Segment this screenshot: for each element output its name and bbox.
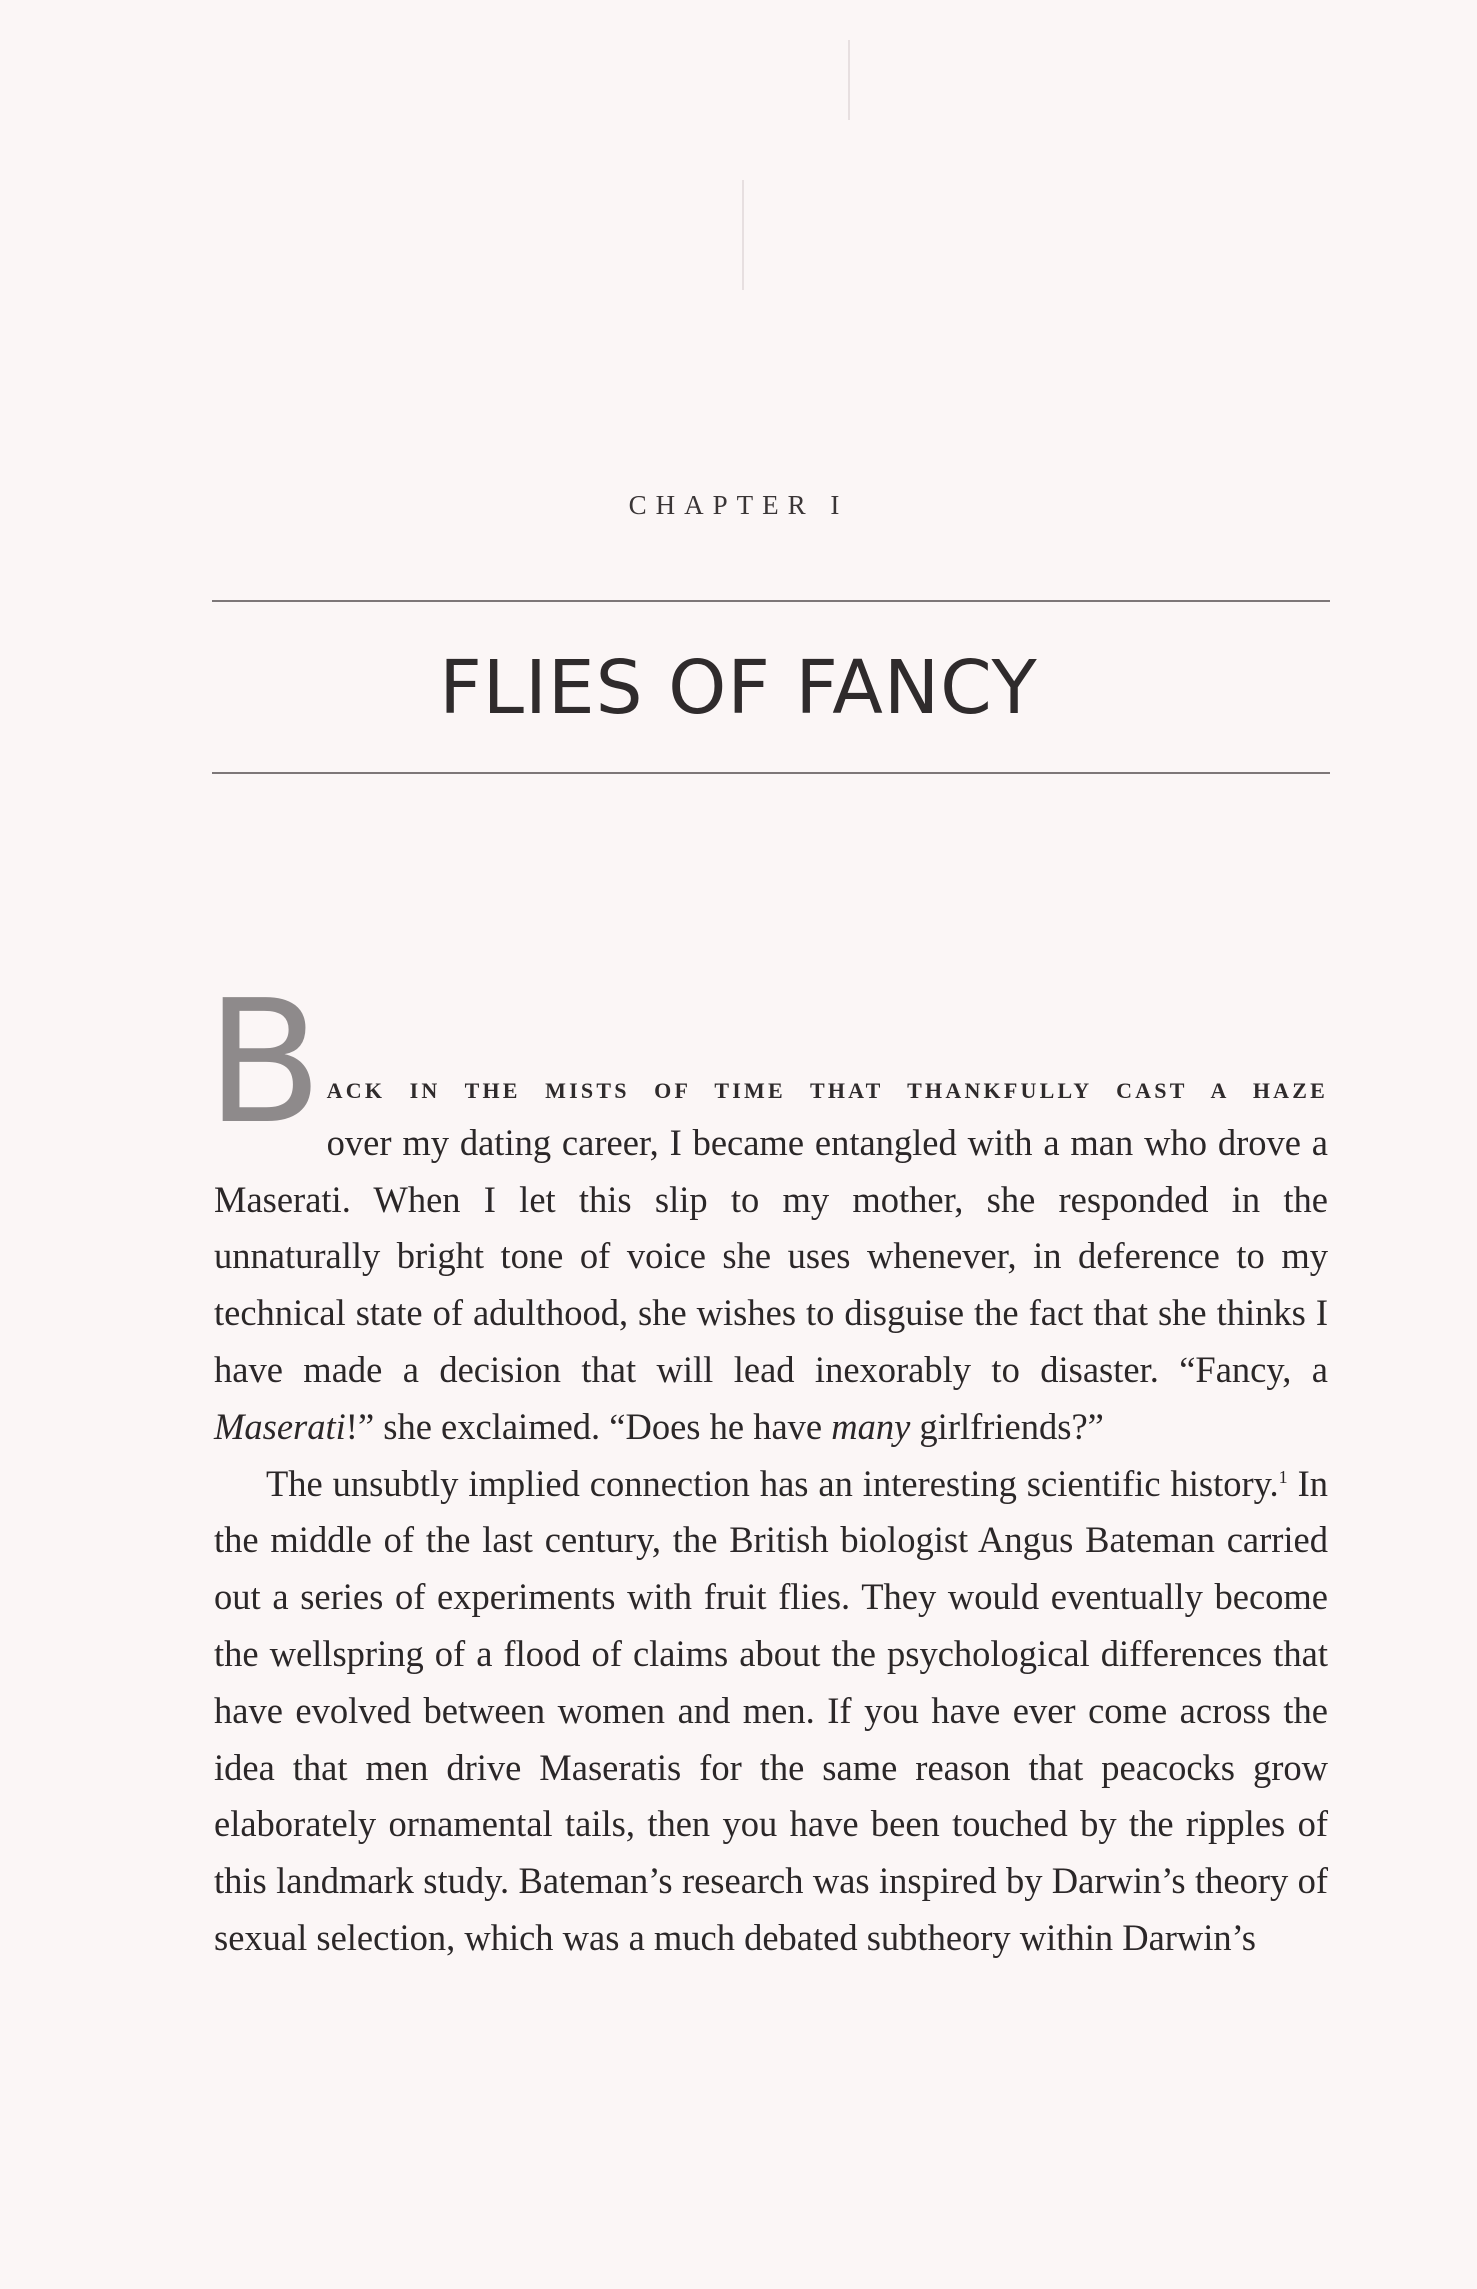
opening-line	[214, 996, 1328, 1115]
title-rule-top	[212, 600, 1330, 602]
opening-smallcaps: ACK IN THE MISTS OF TIME THAT THANKFULLY CAST A HAZE	[326, 1078, 1328, 1103]
paragraph-1-italic-a: Maserati	[214, 1405, 346, 1447]
paragraph-2-text-a: The unsubtly implied connection has an interesting scientific history.	[266, 1462, 1279, 1504]
paragraph-1-text-b: !” she exclaimed. “Does he have	[345, 1405, 832, 1447]
paragraph-1-italic-b: many	[831, 1405, 911, 1447]
chapter-title: FLIES OF FANCY	[439, 645, 1038, 731]
paragraph-1	[206, 964, 1328, 1456]
paragraph-1-text-c: girlfriends?”	[910, 1405, 1104, 1447]
chapter-body	[206, 964, 1329, 1967]
paragraph-2-text-b: In the middle of the last century, the British biologist Angus Bateman carried out a series of experiments with fruit flies. They would eventually become the wellspring of a flood of claims about the psychological differences that have evolved between women and men. If you have ever come across the idea that men drive Maseratis for the same reason that peacocks grow elaborately ornamental tails, then you have been touched by the ripples of this landmark study. Bateman’s research was inspired by Darwin’s theory of sexual selection, which was a much debated subtheory within Darwin’s	[214, 1462, 1329, 1958]
footnote-marker[interactable]: 1	[1278, 1466, 1288, 1487]
paragraph-2	[214, 1456, 1328, 1967]
chapter-label: CHAPTER I	[628, 490, 849, 520]
title-rule-bottom	[212, 772, 1330, 774]
scan-artifact	[848, 40, 850, 120]
drop-cap: B	[206, 964, 323, 1162]
scan-artifact	[742, 180, 744, 290]
paragraph-1-text-a: over my dating career, I became entangled with a man who drove a Maserati. When I let this slip to my mother, she responded in the unnaturally bright tone of voice she uses whenever, in deference to my technical state of adulthood, she wishes to disguise the fact that she thinks I have made a decision that will lead inexorably to disaster. “Fancy, a	[214, 1121, 1328, 1390]
